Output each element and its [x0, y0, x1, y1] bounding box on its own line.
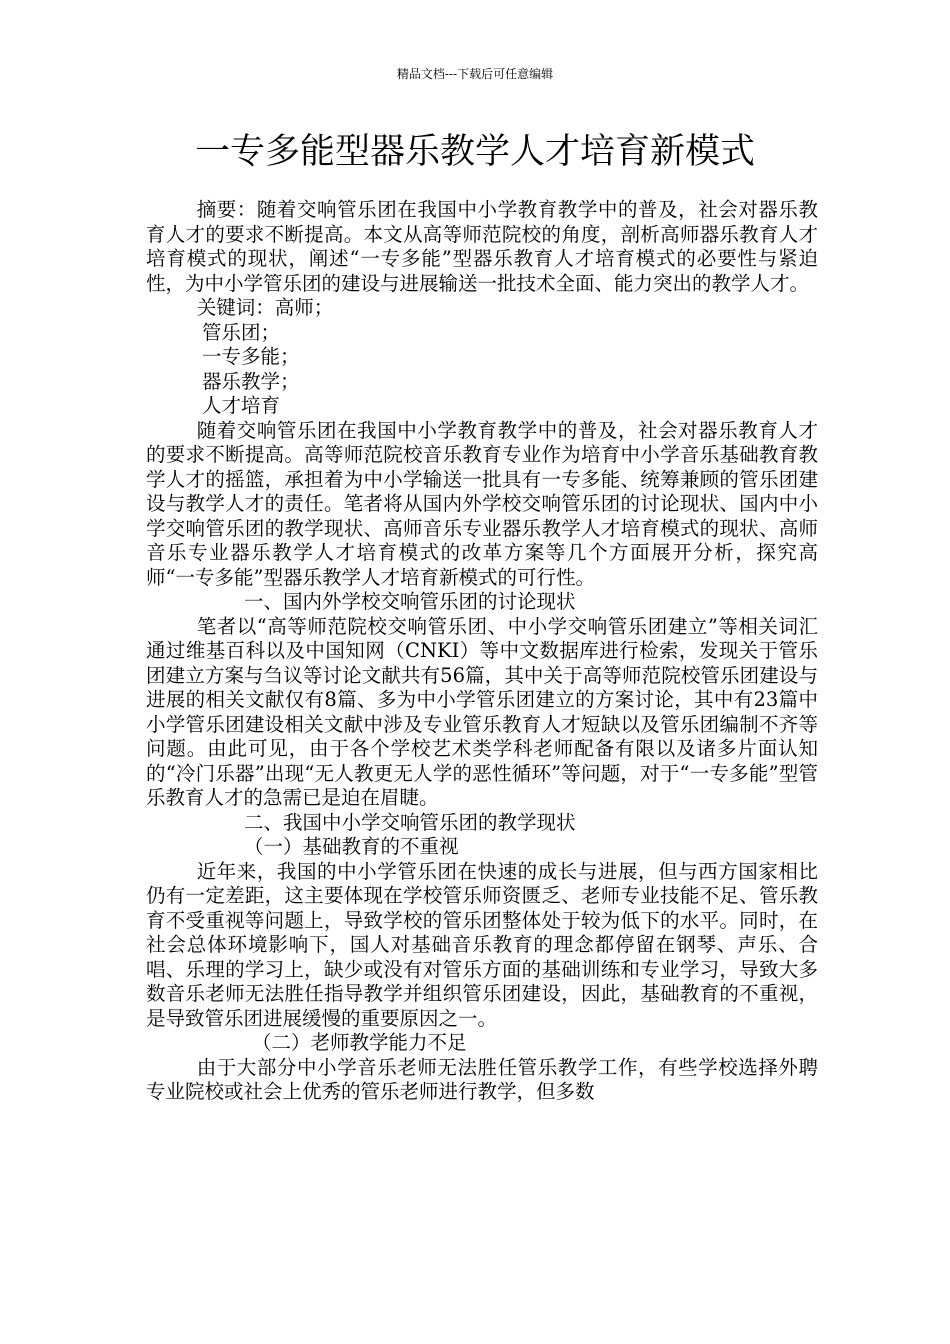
- abstract-paragraph: 摘要：随着交响管乐团在我国中小学教育教学中的普及，社会对器乐教育人才的要求不断提高。本文从高等师范院校的角度，剖析高师器乐教育人才培育模式的现状，阐述“一专多能”型器乐教育人才培育模式的必要性与紧迫性，为中小学管乐团的建设与进展输送一批技术全面、能力突出的教学人才。: [146, 198, 818, 295]
- section-heading: 一、国内外学校交响管乐团的讨论现状: [244, 590, 576, 613]
- keyword-item: 人才培育: [202, 394, 281, 417]
- keyword-item: 管乐团；: [202, 320, 281, 344]
- subsection-heading: （二）老师教学能力不足: [252, 1031, 467, 1054]
- keyword-item: 一专多能；: [202, 345, 300, 368]
- document-title: 一专多能型器乐教学人才培育新模式: [194, 132, 755, 172]
- document-body: [146, 198, 818, 1105]
- section1-paragraph: 笔者以“高等师范院校交响管乐团、中小学交响管乐团建立”等相关词汇通过维基百科以及中国知网（CNKI）等中文数据库进行检索，发现关于管乐团建立方案与刍议等讨论文献共有56篇，其中关于高等师范院校管乐团建设与进展的相关文献仅有8篇、多为中小学管乐团建立的方案讨论，其中有23篇中小学管乐团建设相关文献中涉及专业管乐教育人才短缺以及管乐团编制不齐等问题。由此可见，由于各个学校艺术类学科老师配备有限以及诸多片面认知的“冷门乐器”出现“无人教更无人学的恶性循环”等问题，对于“一专多能”型管乐教育人才的急需已是迫在眉睫。: [146, 614, 818, 809]
- subsection2-paragraph: 由于大部分中小学音乐老师无法胜任管乐教学工作，有些学校选择外聘专业院校或社会上优秀的管乐老师进行教学，但多数: [146, 1055, 818, 1103]
- section-heading: 二、我国中小学交响管乐团的教学现状: [244, 810, 576, 834]
- subsection1-paragraph: 近年来，我国的中小学管乐团在快速的成长与进展，但与西方国家相比仍有一定差距，这主要体现在学校管乐师资匮乏、老师专业技能不足、管乐教育不受重视等问题上，导致学校的管乐团整体处于较为低下的水平。同时，在社会总体环境影响下，国人对基础音乐教育的理念都停留在钢琴、声乐、合唱、乐理的学习上，缺少或没有对管乐方面的基础训练和专业学习，导致大多数音乐老师无法胜任指导教学并组织管乐团建设，因此，基础教育的不重视，是导致管乐团进展缓慢的重要原因之一。: [146, 859, 818, 1030]
- header-note: 精品文档---下载后可任意编辑: [396, 67, 554, 81]
- keyword-item: 器乐教学；: [202, 369, 300, 393]
- intro-paragraph: 随着交响管乐团在我国中小学教育教学中的普及，社会对器乐教育人才的要求不断提高。高等师范院校音乐教育专业作为培育中小学音乐基础教育教学人才的摇篮，承担着为中小学输送一批具有一专多能、统筹兼顾的管乐团建设与教学人才的责任。笔者将从国内外学校交响管乐团的讨论现状、国内中小学交响管乐团的教学现状、高师音乐专业器乐教学人才培育模式的现状、高师音乐专业器乐教学人才培育模式的改革方案等几个方面展开分析，探究高师“一专多能”型器乐教学人才培育新模式的可行性。: [146, 418, 818, 589]
- subsection-heading: （一）基础教育的不重视: [244, 835, 459, 858]
- keywords-label: 关键词：高师；: [196, 296, 334, 319]
